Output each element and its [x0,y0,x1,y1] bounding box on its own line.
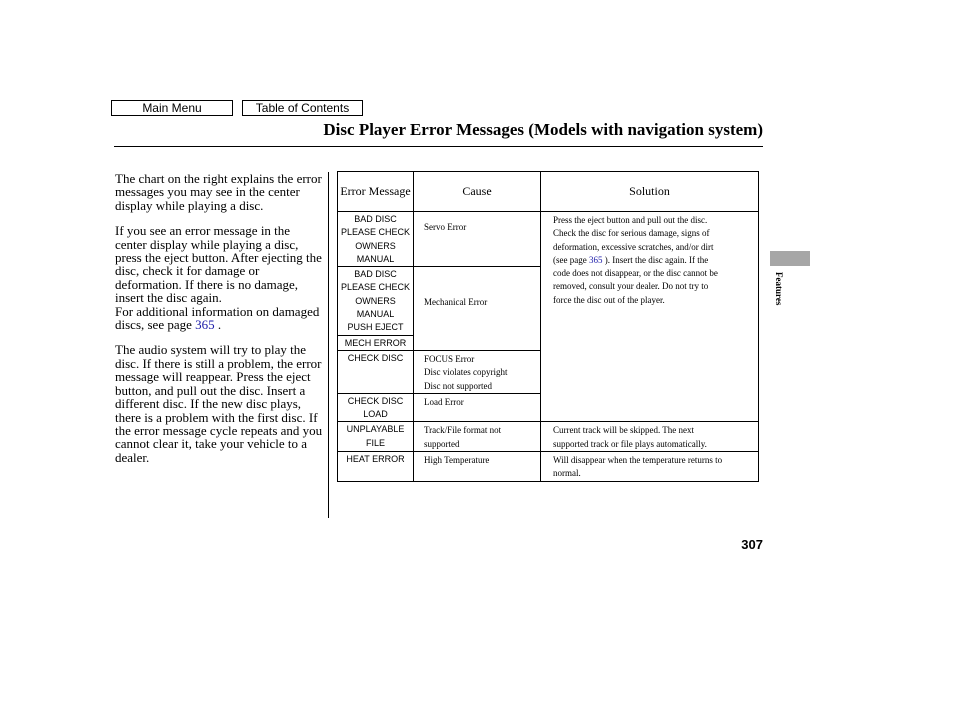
page-number: 307 [741,537,763,552]
error-message-line: MANUAL [356,309,395,320]
error-message-line: HEAT ERROR [346,454,405,465]
cause-cell [414,267,541,351]
cause-line: Track/File format not [424,425,502,436]
cause-cell [414,452,541,482]
page-title: Disc Player Error Messages (Models with navigation system) [323,120,763,139]
solution-line: deformation, excessive scratches, and/or dirt [553,241,714,252]
header-solution: Solution [541,172,759,212]
error-message-line: PLEASE CHECK [340,227,411,238]
solution-line: force the disc out of the player. [553,294,665,305]
solution-line [553,254,758,267]
shared-solution-cell [541,212,759,422]
cause-cell [414,393,541,422]
cause-line: Mechanical Error [424,296,488,307]
table-row [338,452,759,482]
table-header-row [338,172,759,212]
table-of-contents-button[interactable]: Table of Contents [242,100,363,116]
header-cause: Cause [414,172,541,212]
error-message-line: UNPLAYABLE [346,424,405,435]
error-message-line: MECH ERROR [344,337,407,348]
error-message-line: CHECK DISC [347,395,404,406]
cause-cell [414,422,541,452]
intro-paragraph-2: If you see an error message in the center display while playing a disc, press the eject button. After ejecting the disc, check it for damage or deformation. If there is no damage, insert the disc again. [115,223,322,306]
error-message-cell [338,335,414,350]
error-message-cell [338,422,414,452]
cause-line: Disc not supported [424,380,492,391]
solution-line: normal. [553,468,581,479]
solution-text: ). Insert the disc again. If the [602,254,709,265]
error-message-line: BAD DISC [354,269,397,280]
error-message-cell [338,393,414,422]
intro-paragraph-1: The chart on the right explains the error messages you may see in the center display while playing a disc. [115,171,322,213]
main-menu-button[interactable]: Main Menu [111,100,233,116]
cause-line: FOCUS Error [424,353,475,364]
cause-cell [414,350,541,393]
cause-line: Disc violates copyright [424,367,508,378]
error-message-cell [338,212,414,267]
error-message-cell [338,267,414,335]
error-message-line: PUSH EJECT [347,322,404,333]
error-message-line: OWNERS [355,295,396,306]
title-rule [114,146,763,147]
header-error-message: Error Message [338,172,414,212]
solution-cell [541,452,759,482]
error-message-line: PLEASE CHECK [340,282,411,293]
solution-line: code does not disappear, or the disc cannot be [553,268,718,279]
solution-line: supported track or file plays automatically. [553,438,707,449]
intro-paragraph-3-text: For additional information on damaged discs, see page [115,303,320,333]
section-tab-label: Features [774,272,784,306]
error-message-line: FILE [365,437,385,448]
solution-line: Will disappear when the temperature returns to [553,455,723,466]
error-message-line: LOAD [363,409,388,420]
error-message-cell [338,350,414,393]
error-message-cell [338,452,414,482]
solution-cell [541,422,759,452]
page-link-365[interactable]: 365 [195,317,215,333]
table-row [338,212,759,267]
page-link-365[interactable]: 365 [588,254,603,265]
solution-line: Check the disc for serious damage, signs of [553,228,710,239]
intro-paragraph-3 [115,305,325,332]
cause-line: Servo Error [424,222,467,232]
cause-line: High Temperature [424,455,490,466]
intro-text [115,172,325,476]
section-tab [770,251,810,266]
cause-line: supported [424,438,460,449]
intro-paragraph-3-suffix: . [214,317,222,333]
solution-line: Press the eject button and pull out the disc. [553,215,708,225]
table-row [338,422,759,452]
error-message-line: BAD DISC [354,214,397,224]
solution-line: removed, consult your dealer. Do not try to [553,281,709,292]
error-message-line: MANUAL [356,253,395,264]
error-message-line: CHECK DISC [347,352,404,363]
intro-paragraph-4: The audio system will try to play the disc. If there is still a problem, the error message will reappear. Press the eject button, and pull out the disc. Insert a different disc. If the new disc plays, there is a problem with the first disc. If the error message cycle repeats and you cannot clear it, take your vehicle to a dealer. [115,342,323,465]
solution-text: (see page [553,254,589,265]
solution-line: Current track will be skipped. The next [553,425,695,436]
column-divider [328,172,329,518]
error-message-line: OWNERS [355,240,396,251]
error-message-table [337,171,759,482]
cause-line: Load Error [424,396,464,407]
cause-cell [414,212,541,267]
